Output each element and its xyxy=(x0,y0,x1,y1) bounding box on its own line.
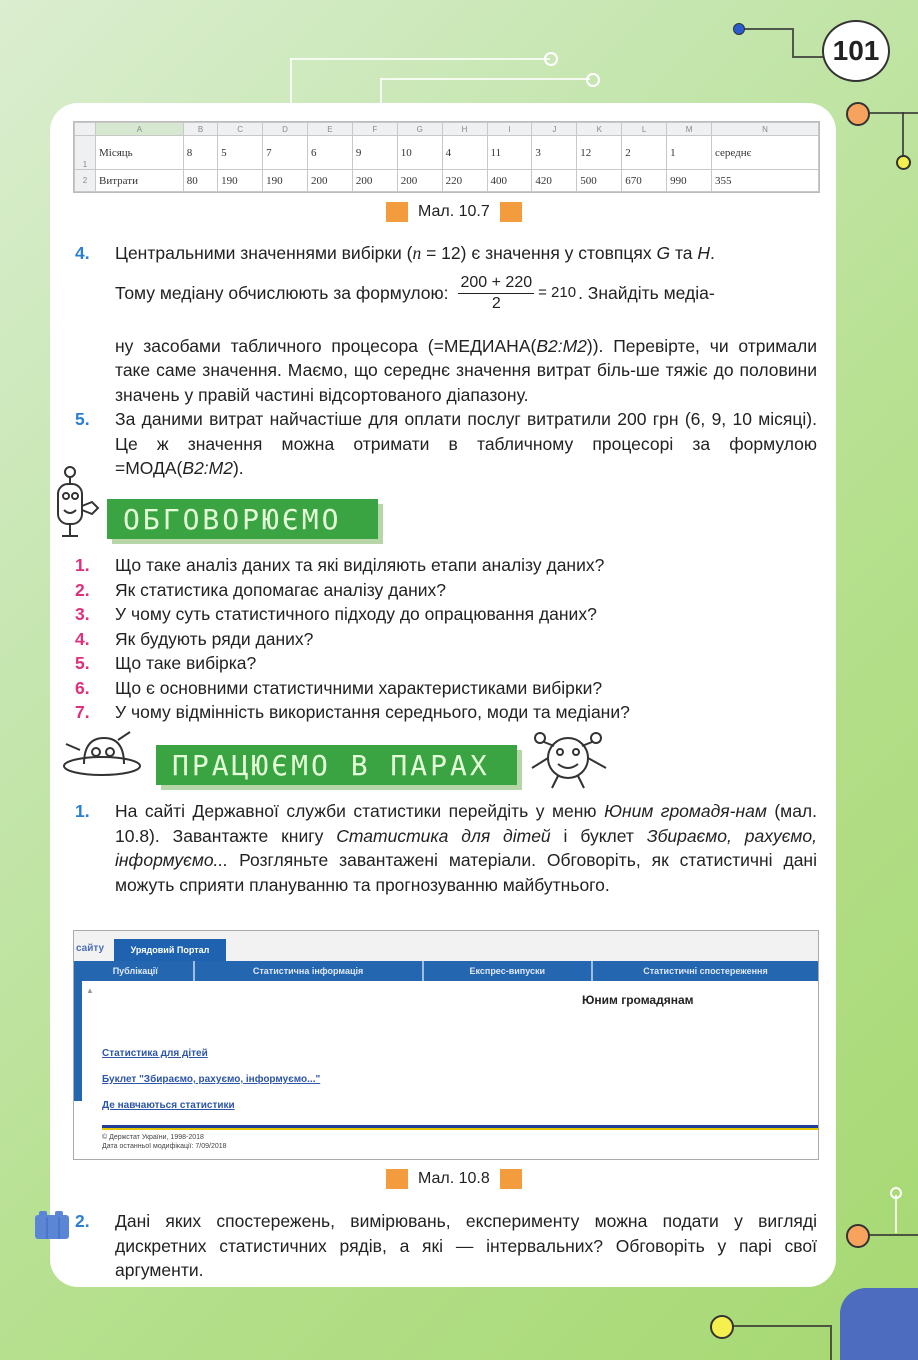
table-cell: 8 xyxy=(183,136,217,170)
row-number: 1 xyxy=(75,136,96,170)
pair-task-2 xyxy=(75,1209,817,1283)
decor-line xyxy=(380,78,382,103)
decor-dot xyxy=(544,52,558,66)
decor-line xyxy=(792,56,824,58)
table-cell: 5 xyxy=(218,136,263,170)
column-header: B xyxy=(183,123,217,136)
pairs-banner xyxy=(156,745,517,785)
portal-tabs xyxy=(74,931,818,961)
discuss-title: ОБГОВОРЮЄМО xyxy=(123,502,342,536)
caption-square xyxy=(500,202,522,222)
table-cell: 11 xyxy=(487,136,532,170)
table-cell: середнє xyxy=(712,136,819,170)
table-cell: 4 xyxy=(442,136,487,170)
column-header: D xyxy=(263,123,308,136)
menu-statistical-info[interactable]: Статистична інформація xyxy=(195,961,424,981)
monster-icon xyxy=(528,728,610,790)
column-header: G xyxy=(397,123,442,136)
table-cell: 420 xyxy=(532,170,577,192)
scroll-up-icon[interactable]: ▲ xyxy=(86,986,94,995)
column-header: I xyxy=(487,123,532,136)
tab-site[interactable]: сайту xyxy=(76,943,105,954)
table-cell: 200 xyxy=(397,170,442,192)
step-item xyxy=(75,241,817,407)
task-item xyxy=(75,799,817,897)
figure-caption xyxy=(386,1169,522,1189)
step-text: За даними витрат найчастіше для оплати послуг витратили 200 грн (6, 9, 10 місяці). Це ж значення можна отримати в табличному процесорі за формулою =МОДА(B2:M2). xyxy=(115,409,817,478)
table-cell: 190 xyxy=(218,170,263,192)
task-number: 1. xyxy=(75,801,90,821)
discussion-questions xyxy=(75,553,817,725)
tab-government-portal[interactable]: Урядовий Портал xyxy=(114,939,226,961)
caption-text: Мал. 10.8 xyxy=(418,1170,490,1187)
alien-icon xyxy=(60,730,148,782)
question-item: 3. У чому суть статистичного підходу до опрацювання даних? xyxy=(75,604,597,624)
decor-line xyxy=(866,1234,918,1236)
column-header-row xyxy=(75,123,819,136)
decor-line xyxy=(290,58,550,60)
caption-text: Мал. 10.7 xyxy=(418,203,490,220)
task-text: Дані яких спостережень, вимірювань, експерименту можна подати у вигляді дискретних статистичних рядів, а які — інтервальних? Обговоріть у парі свої аргументи. xyxy=(115,1211,817,1280)
column-header: L xyxy=(622,123,667,136)
decor-line xyxy=(730,1325,830,1327)
table-cell: 2 xyxy=(622,136,667,170)
table-cell: 12 xyxy=(577,136,622,170)
exercise-steps xyxy=(75,241,817,481)
decor-dot-orange xyxy=(846,1224,870,1248)
step-line: ну засобами табличного процесора (=МЕДИАНА(B2:M2)). Перевірте, чи отримали таке саме значення. Маємо, що середнє значення витрат біль-ше тяжіє до половини значень у правій частині відсортованого діапазону. xyxy=(115,335,817,405)
figure-caption xyxy=(386,202,522,222)
median-fraction: $\frac{200 + 220}{2}$ xyxy=(460,274,533,312)
page-heading: Юним громадянам xyxy=(582,993,694,1007)
decor-line xyxy=(380,78,590,80)
table-cell: 9 xyxy=(352,136,397,170)
task-text: На сайті Державної служби статистики перейдіть у меню Юним громадя-нам (мал. 10.8). Завантажте книгу Статистика для дітей і буклет Збираємо, рахуємо, інформуємо... Розгляньте завантажені матеріали. Обговоріть, як статистичні дані можуть сприяти плануванню та прогнозуванню майбутнього. xyxy=(115,801,818,895)
pair-task-1 xyxy=(75,799,817,897)
website-screenshot xyxy=(73,930,819,1160)
decor-dot-yellow xyxy=(896,155,911,170)
decor-line xyxy=(740,28,792,30)
step-text xyxy=(115,241,817,407)
task-number: 2. xyxy=(75,1211,90,1231)
decor-line xyxy=(830,1325,832,1360)
puzzle-icon xyxy=(33,1207,73,1241)
column-header: K xyxy=(577,123,622,136)
step-number: 5. xyxy=(75,409,90,429)
decor-line xyxy=(902,112,904,157)
decor-dot xyxy=(586,73,600,87)
decor-line xyxy=(792,28,794,56)
table-cell: 220 xyxy=(442,170,487,192)
question-item: 5. Що таке вибірка? xyxy=(75,653,257,673)
formula-line: Тому медіану обчислюють за формулою: $\frac{200 + 220}{2}$ = 210 . Знайдіть медіа- xyxy=(115,274,715,312)
table-cell: 200 xyxy=(307,170,352,192)
table-cell: 355 xyxy=(712,170,819,192)
step-line: Центральними значеннями вибірки (n = 12) є значення у стовпцях G та H. xyxy=(115,243,715,263)
table-row xyxy=(75,136,819,170)
table-cell: Витрати xyxy=(96,170,184,192)
step-number: 4. xyxy=(75,243,90,263)
step-item xyxy=(75,407,817,481)
decor-dot xyxy=(890,1187,902,1199)
table-cell: 190 xyxy=(263,170,308,192)
link-booklet[interactable]: Буклет "Збираємо, рахуємо, інформуємо..." xyxy=(102,1074,321,1085)
column-header: J xyxy=(532,123,577,136)
table-cell: 1 xyxy=(667,136,712,170)
menu-express-releases[interactable]: Експрес-випуски xyxy=(424,961,593,981)
spreadsheet-figure xyxy=(73,121,820,193)
table-row xyxy=(75,170,819,192)
task-item xyxy=(75,1209,817,1283)
table-cell: 990 xyxy=(667,170,712,192)
column-header: C xyxy=(218,123,263,136)
table-cell: Місяць xyxy=(96,136,184,170)
decor-line xyxy=(866,112,918,114)
menu-publications[interactable]: Публікації xyxy=(78,961,195,981)
decor-dot-blue xyxy=(733,23,745,35)
question-item: 6. Що є основними статистичними характеристиками вибірки? xyxy=(75,677,603,698)
site-footer: © Держстат України, 1998-2018 Дата останньої модифікації: 7/09/2018 xyxy=(102,1134,227,1150)
caption-square xyxy=(386,202,408,222)
robot-icon xyxy=(48,462,102,542)
pairs-title: ПРАЦЮЄМО В ПАРАХ xyxy=(172,748,490,782)
column-header: E xyxy=(307,123,352,136)
page-number: 101 xyxy=(822,20,890,82)
row-number: 2 xyxy=(75,170,96,192)
question-item: 1. Що таке аналіз даних та які виділяють етапи аналізу даних? xyxy=(75,555,605,575)
discuss-banner xyxy=(107,499,378,539)
link-where-study[interactable]: Де навчаються статистики xyxy=(102,1100,235,1111)
corner-tab xyxy=(840,1288,918,1360)
site-menu xyxy=(74,961,818,981)
divider xyxy=(102,1128,818,1130)
table-cell: 670 xyxy=(622,170,667,192)
column-header: M xyxy=(667,123,712,136)
question-item: 7. У чому відмінність використання середнього, моди та медіани? xyxy=(75,702,630,722)
menu-statistical-observations[interactable]: Статистичні спостереження xyxy=(643,966,768,976)
decor-line xyxy=(895,1195,897,1233)
link-statistics-for-kids[interactable]: Статистика для дітей xyxy=(102,1048,208,1059)
caption-square xyxy=(500,1169,522,1189)
table-cell: 400 xyxy=(487,170,532,192)
table-cell: 3 xyxy=(532,136,577,170)
column-header: A xyxy=(96,123,184,136)
table-cell: 200 xyxy=(352,170,397,192)
decor-dot-yellow xyxy=(710,1315,734,1339)
table-cell: 6 xyxy=(307,136,352,170)
side-bar xyxy=(74,981,82,1101)
decor-dot-orange xyxy=(846,102,870,126)
table-cell: 10 xyxy=(397,136,442,170)
question-item: 4. Як будують ряди даних? xyxy=(75,628,314,649)
caption-square xyxy=(386,1169,408,1189)
column-header: H xyxy=(442,123,487,136)
decor-line xyxy=(290,58,292,103)
table-cell: 7 xyxy=(263,136,308,170)
question-item: 2. Як статистика допомагає аналізу даних? xyxy=(75,579,447,600)
column-header: F xyxy=(352,123,397,136)
table-cell: 80 xyxy=(183,170,217,192)
table-cell: 500 xyxy=(577,170,622,192)
column-header: N xyxy=(712,123,819,136)
